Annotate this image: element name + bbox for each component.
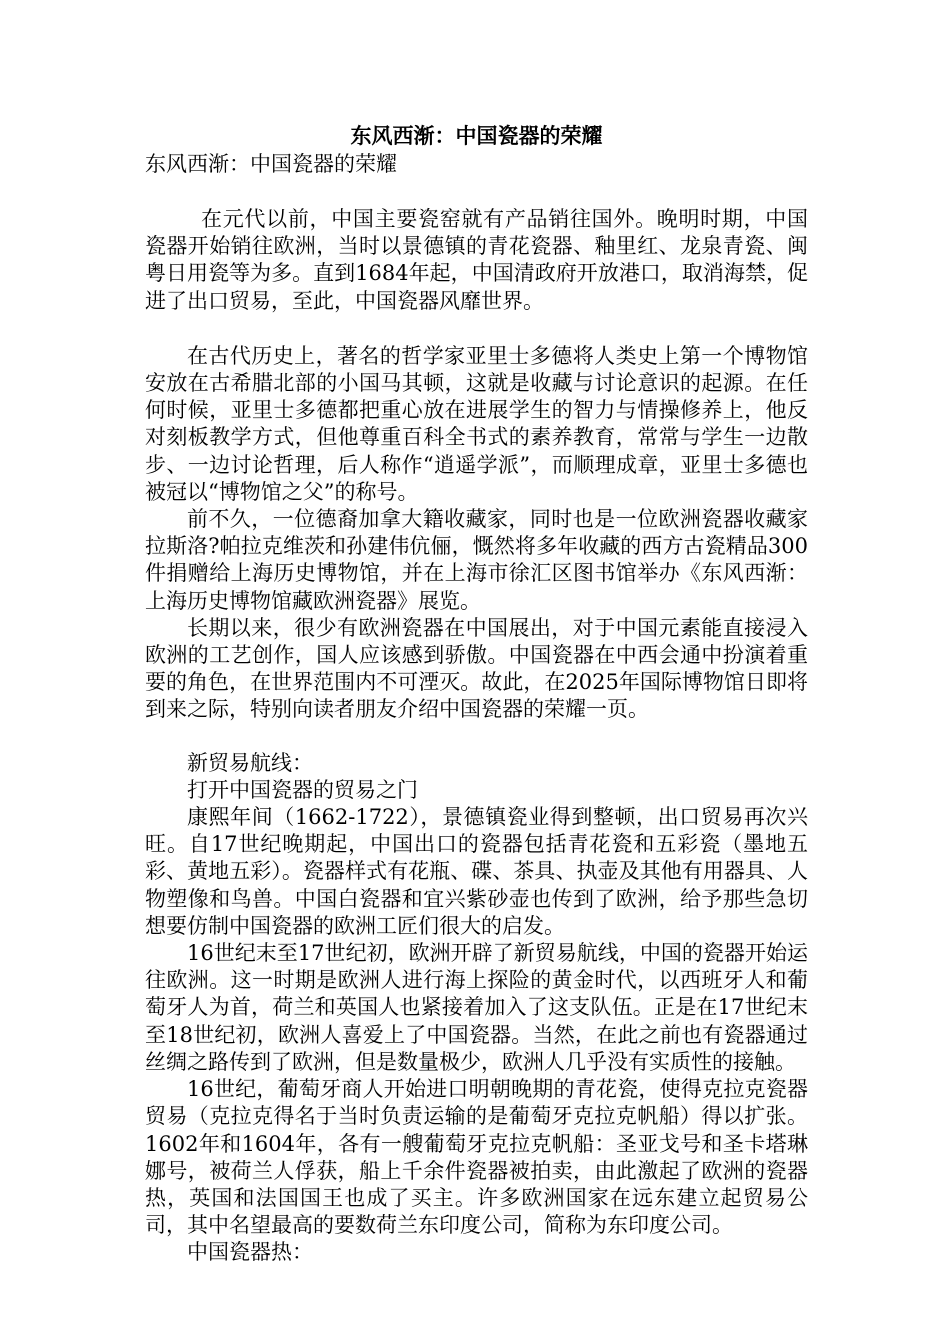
document-title: 东风西渐：中国瓷器的荣耀 [350,123,603,148]
body-paragraph: 16世纪末至17世纪初，欧洲开辟了新贸易航线，中国的瓷器开始运往欧洲。这一时期是欧洲人进行海上探险的黄金时代，以西班牙人和葡萄牙人为首，荷兰和英国人也紧接着加入了这支队伍。正是在17世纪末至18世纪初，欧洲人喜爱上了中国瓷器。当然，在此之前也有瓷器通过丝绸之路传到了欧洲，但是数量极少，欧洲人几乎没有实质性的接触。 [145,941,808,1074]
body-paragraph: 前不久，一位德裔加拿大籍收藏家，同时也是一位欧洲瓷器收藏家拉斯洛?帕拉克维茨和孙建伟伉俪，慨然将多年收藏的西方古瓷精品300件捐赠给上海历史博物馆，并在上海市徐汇区图书馆举办《东风西渐：上海历史博物馆藏欧洲瓷器》展览。 [145,507,808,613]
spacer [145,724,808,750]
body-paragraph: 长期以来，很少有欧洲瓷器在中国展出，对于中国元素能直接浸入欧洲的工艺创作，国人应该感到骄傲。中国瓷器在中西会通中扮演着重要的角色，在世界范围内不可湮灭。故此，在2025年国际博物馆日即将到来之际，特别向读者朋友介绍中国瓷器的荣耀一页。 [145,615,808,722]
document-page [145,122,808,1267]
document-subtitle: 东风西渐：中国瓷器的荣耀 [145,152,397,176]
body-paragraph: 康熙年间（1662-1722），景德镇瓷业得到整顿，出口贸易再次兴旺。自17世纪晚期起，中国出口的瓷器包括青花瓷和五彩瓷（墨地五彩、黄地五彩）。瓷器样式有花瓶、碟、茶具、执壶及其他有用器具、人物塑像和鸟兽。中国白瓷器和宜兴紫砂壶也传到了欧洲，给予那些急切想要仿制中国瓷器的欧洲工匠们很大的启发。 [145,805,808,938]
section-heading: 新贸易航线： [187,750,313,775]
body-paragraph: 16世纪，葡萄牙商人开始进口明朝晚期的青花瓷，使得克拉克瓷器贸易（克拉克得名于当时负责运输的是葡萄牙克拉克帆船）得以扩张。1602年和1604年，各有一艘葡萄牙克拉克帆船：圣亚戈号和圣卡塔琳娜号，被荷兰人俘获，船上千余件瓷器被拍卖，由此激起了欧洲的瓷器热，英国和法国国王也成了买主。许多欧洲国家在远东建立起贸易公司，其中名望最高的要数荷兰东印度公司，简称为东印度公司。 [145,1077,808,1238]
spacer [145,315,808,343]
section-subheading: 打开中国瓷器的贸易之门 [187,777,418,802]
section-heading: 中国瓷器热： [187,1240,313,1265]
intro-paragraph: 在元代以前，中国主要瓷窑就有产品销往国外。晚明时期，中国瓷器开始销往欧洲，当时以景德镇的青花瓷器、釉里红、龙泉青瓷、闽粤日用瓷等为多。直到1684年起，中国清政府开放港口，取消海禁，促进了出口贸易，至此，中国瓷器风靡世界。 [145,207,808,313]
spacer [145,178,808,206]
body-paragraph: 在古代历史上，著名的哲学家亚里士多德将人类史上第一个博物馆安放在古希腊北部的小国马其顿，这就是收藏与讨论意识的起源。在任何时候，亚里士多德都把重心放在进展学生的智力与情操修养上，他反对刻板教学方式，但他尊重百科全书式的素养教育，常常与学生一边散步、一边讨论哲理，后人称作“逍遥学派”，而顺理成章，亚里士多德也被冠以“博物馆之父”的称号。 [145,343,808,504]
